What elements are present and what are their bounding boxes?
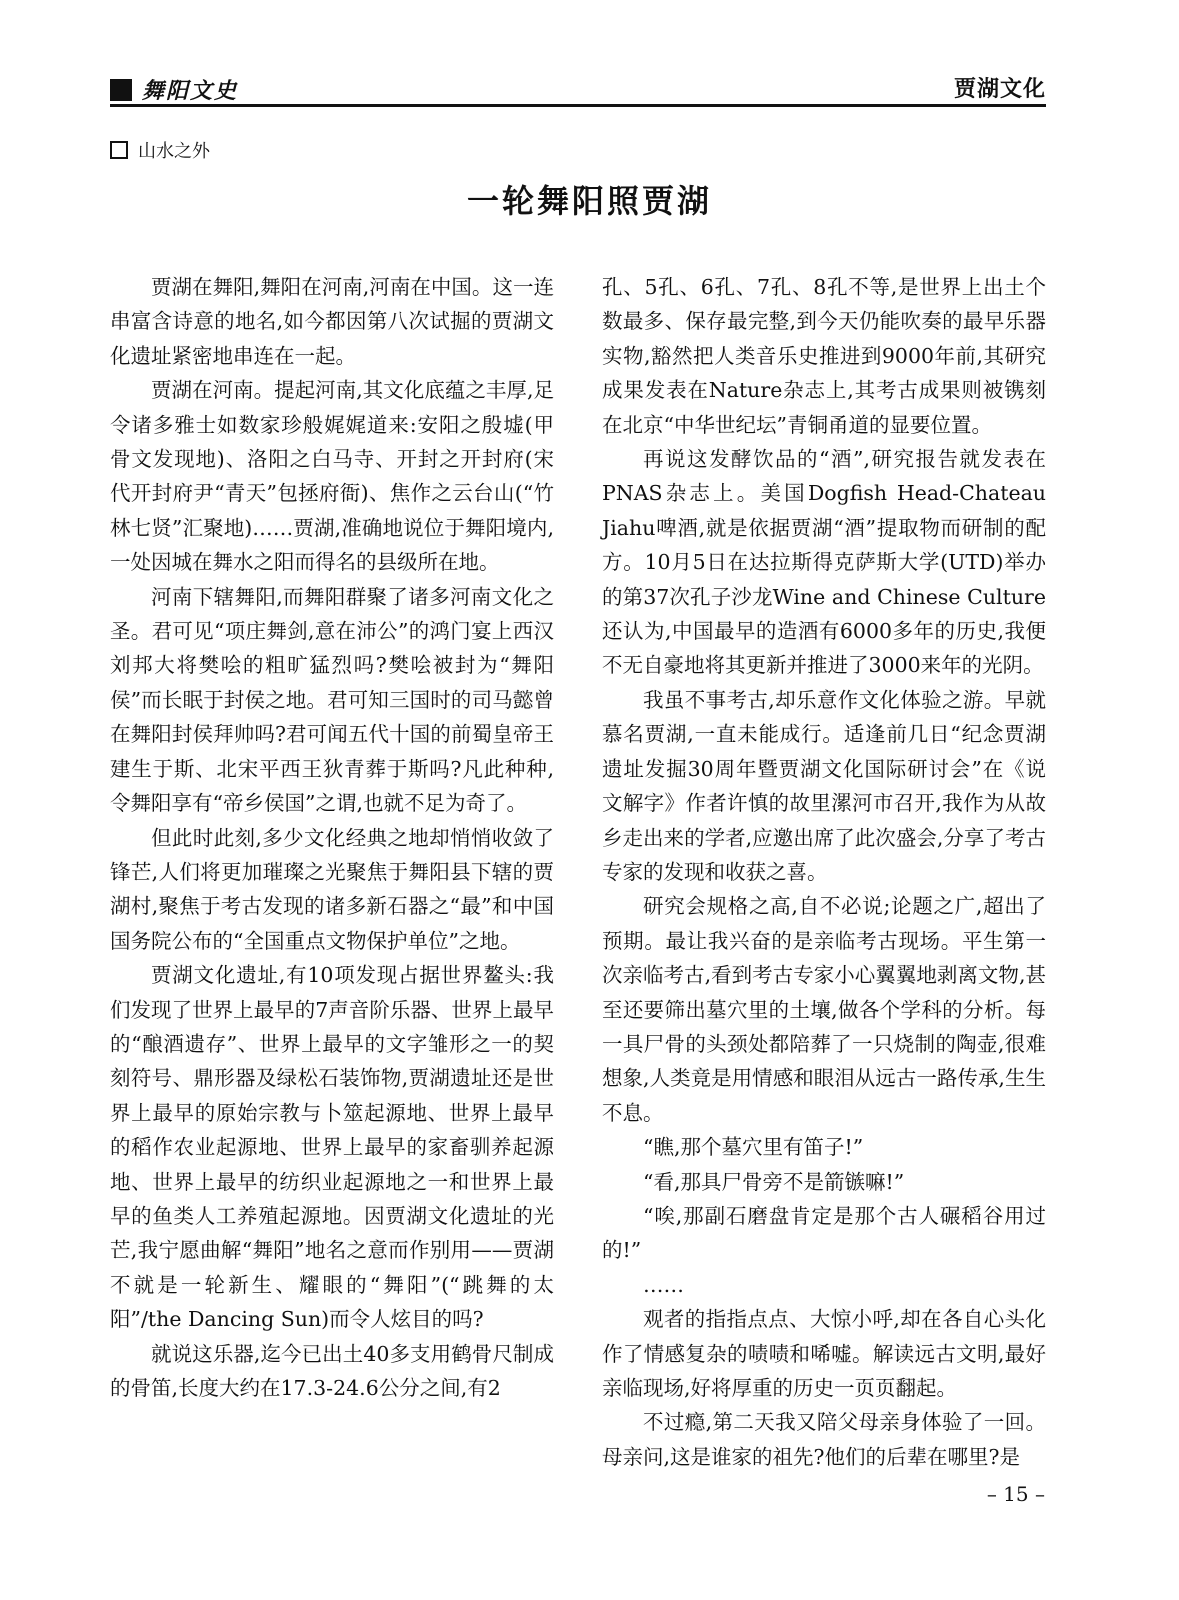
- dialog-ellipsis: ……: [643, 1272, 684, 1297]
- section-label: 山水之外: [138, 141, 210, 162]
- header-rule: [110, 104, 1046, 107]
- paragraph: 贾湖在河南。提起河南,其文化底蕴之丰厚,足令诸多雅士如数家珍般娓娓道来:安阳之殷墟(甲骨文发现地)、洛阳之白马寺、开封之开封府(宋代开封府尹“青天”包拯府衙)、焦作之云台山(“竹林七贤”汇聚地)……贾湖,准确地说位于舞阳境内,一处因城在舞水之阳而得名的县级所在地。: [110, 378, 554, 575]
- paragraph: 观者的指指点点、大惊小呼,却在各自心头化作了情感复杂的啧啧和唏嘘。解读远古文明,最好亲临现场,好将厚重的历史一页页翻起。: [602, 1307, 1046, 1400]
- paragraph: 我虽不事考古,却乐意作文化体验之游。早就慕名贾湖,一直未能成行。适逢前几日“纪念贾湖遗址发掘30周年暨贾湖文化国际研讨会”在《说文解字》作者许慎的故里漯河市召开,我作为从故乡走出来的学者,应邀出席了此次盛会,分享了考古专家的发现和收获之喜。: [602, 687, 1046, 884]
- paragraph: 但此时此刻,多少文化经典之地却悄悄收敛了锋芒,人们将更加璀璨之光聚焦于舞阳县下辖的贾湖村,聚焦于考古发现的诸多新石器之“最”和中国国务院公布的“全国重点文物保护单位”之地。: [110, 825, 554, 953]
- dialog-line: “瞧,那个墓穴里有笛子!”: [643, 1135, 864, 1160]
- header-square-icon: [110, 79, 132, 101]
- dialog-line: “看,那具尸骨旁不是箭镞嘛!”: [643, 1169, 905, 1194]
- article-title: 一轮舞阳照贾湖: [466, 182, 712, 220]
- paragraph-continuation: 孔、5孔、6孔、7孔、8孔不等,是世界上出土个数最多、保存最完整,到今天仍能吹奏的最早乐器实物,豁然把人类音乐史推进到9000年前,其研究成果发表在Nature杂志上,其考古成果则被镌刻在北京“中华世纪坛”青铜甬道的显要位置。: [602, 275, 1046, 437]
- left-column: [110, 270, 554, 1405]
- paragraph: 贾湖在舞阳,舞阳在河南,河南在中国。这一连串富含诗意的地名,如今都因第八次试掘的贾湖文化遗址紧密地串连在一起。: [110, 275, 554, 368]
- right-column: [602, 270, 1046, 1474]
- paragraph: 研究会规格之高,自不必说;论题之广,超出了预期。最让我兴奋的是亲临考古现场。平生第一次亲临考古,看到考古专家小心翼翼地剥离文物,甚至还要筛出墓穴里的土壤,做各个学科的分析。每一具尸骨的头颈处都陪葬了一只烧制的陶壶,很难想象,人类竟是用情感和眼泪从远古一路传承,生生不息。: [602, 894, 1046, 1125]
- paragraph: 河南下辖舞阳,而舞阳群聚了诸多河南文化之圣。君可见“项庄舞剑,意在沛公”的鸿门宴上西汉刘邦大将樊哙的粗旷猛烈吗?樊哙被封为“舞阳侯”而长眠于封侯之地。君可知三国时的司马懿曾在舞阳封侯拜帅吗?君可闻五代十国的前蜀皇帝王建生于斯、北宋平西王狄青葬于斯吗?凡此种种,令舞阳享有“帝乡侯国”之谓,也就不足为奇了。: [110, 584, 554, 816]
- column-name: 贾湖文化: [953, 77, 1046, 102]
- page-number: – 15 –: [986, 1482, 1045, 1506]
- section-box-icon: [110, 141, 128, 159]
- header-left: [110, 74, 238, 105]
- paragraph: 不过瘾,第二天我又陪父母亲身体验了一回。母亲问,这是谁家的祖先?他们的后辈在哪里?是: [602, 1410, 1046, 1469]
- paragraph: 贾湖文化遗址,有10项发现占据世界鳌头:我们发现了世界上最早的7声音阶乐器、世界上最早的“酿酒遗存”、世界上最早的文字雏形之一的契刻符号、鼎形器及绿松石装饰物,贾湖遗址还是世界上最早的原始宗教与卜筮起源地、世界上最早的稻作农业起源地、世界上最早的家畜驯养起源地、世界上最早的纺织业起源地之一和世界上最早的鱼类人工养殖起源地。因贾湖文化遗址的光芒,我宁愿曲解“舞阳”地名之意而作别用——贾湖不就是一轮新生、耀眼的“舞阳”(“跳舞的太阳”/the Dancing Sun)而令人炫目的吗?: [110, 963, 554, 1332]
- magazine-name: 舞阳文史: [142, 78, 239, 104]
- page-header: [110, 72, 1046, 102]
- paragraph: 就说这乐器,迄今已出土40多支用鹤骨尺制成的骨笛,长度大约在17.3-24.6公分之间,有2: [110, 1341, 554, 1400]
- dialog-line: “唉,那副石磨盘肯定是那个古人碾稻谷用过的!”: [602, 1203, 1046, 1263]
- section-heading: [110, 137, 210, 163]
- paragraph: 再说这发酵饮品的“酒”,研究报告就发表在PNAS杂志上。美国Dogfish Head-Chateau Jiahu啤酒,就是依据贾湖“酒”提取物而研制的配方。10月5日在达拉斯得克萨斯大学(UTD)举办的第37次孔子沙龙Wine and Chinese Culture还认为,中国最早的造酒有6000多年的历史,我便不无自豪地将其更新并推进了3000来年的光阴。: [602, 447, 1046, 678]
